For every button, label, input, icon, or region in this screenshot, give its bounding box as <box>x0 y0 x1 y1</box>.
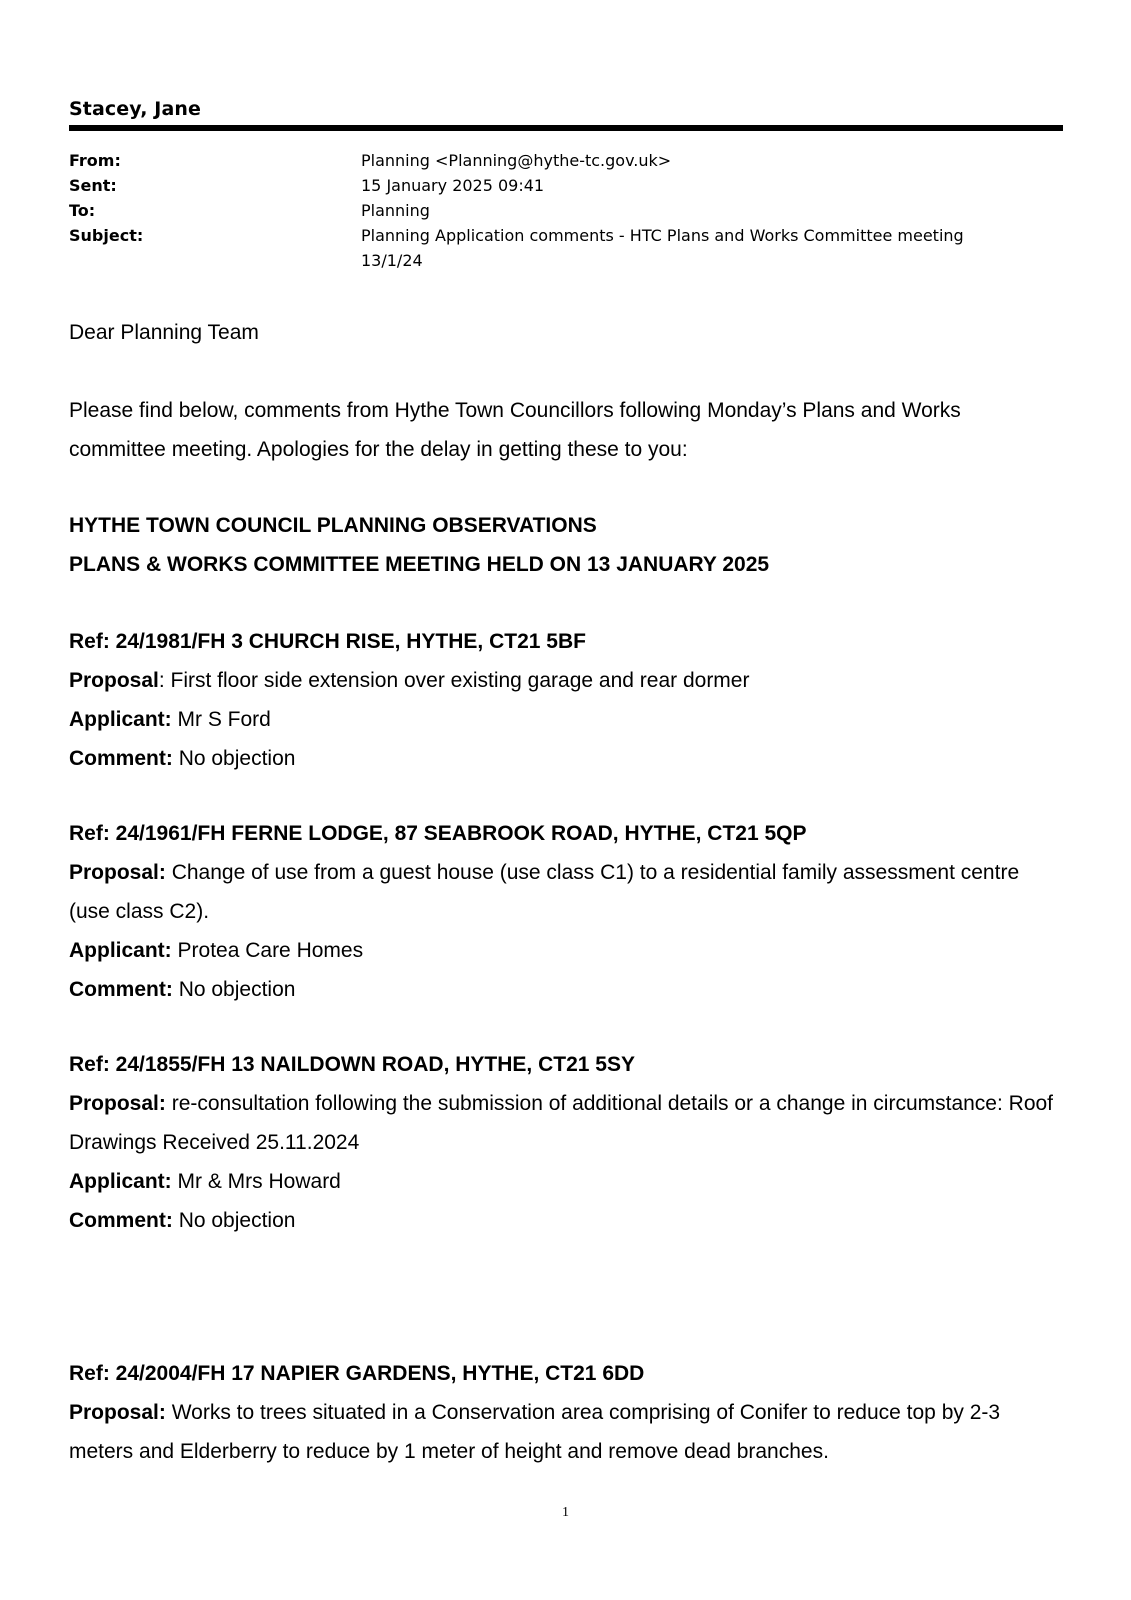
to-value: Planning <box>361 201 430 220</box>
proposal-text: Change of use from a guest house (use class C1) to a residential family assessment centre (use class C2). <box>69 861 1020 923</box>
proposal-line <box>69 1393 1063 1471</box>
comment-label: Comment: <box>69 978 173 1001</box>
heading-meeting: PLANS & WORKS COMMITTEE MEETING HELD ON 13 JANUARY 2025 <box>69 553 770 576</box>
application-entry <box>69 814 1063 1009</box>
sent-label: Sent: <box>69 176 117 195</box>
to-label: To: <box>69 201 96 220</box>
application-entry <box>69 1045 1063 1240</box>
proposal-label: Proposal <box>69 669 159 692</box>
comment-label: Comment: <box>69 1209 173 1232</box>
sent-value: 15 January 2025 09:41 <box>361 176 545 195</box>
applicant-label: Applicant: <box>69 1170 172 1193</box>
applicant-text: Mr & Mrs Howard <box>177 1170 341 1193</box>
proposal-label: Proposal: <box>69 1092 166 1115</box>
heading-observations: HYTHE TOWN COUNCIL PLANNING OBSERVATIONS <box>69 514 597 537</box>
from-label: From: <box>69 151 121 170</box>
subject-value: Planning Application comments - HTC Plans and Works Committee meeting 13/1/24 <box>361 226 964 270</box>
subject-label: Subject: <box>69 226 144 245</box>
comment-line <box>69 1201 1063 1240</box>
comment-text: No objection <box>178 1209 296 1232</box>
applicant-text: Protea Care Homes <box>177 939 364 962</box>
applicant-text: Mr S Ford <box>177 708 271 731</box>
page-number: 1 <box>562 1505 569 1520</box>
applicant-line <box>69 700 1063 739</box>
proposal-text: First floor side extension over existing garage and rear dormer <box>170 669 750 692</box>
proposal-line <box>69 853 1063 931</box>
application-ref: Ref: 24/2004/FH 17 NAPIER GARDENS, HYTHE, CT21 6DD <box>69 1362 645 1385</box>
intro-paragraph: Please find below, comments from Hythe Town Councillors following Monday’s Plans and Works committee meeting. Apologies for the delay in getting these to you: <box>69 399 961 461</box>
applicant-line <box>69 931 1063 970</box>
application-ref: Ref: 24/1961/FH FERNE LODGE, 87 SEABROOK ROAD, HYTHE, CT21 5QP <box>69 822 807 845</box>
application-ref: Ref: 24/1855/FH 13 NAILDOWN ROAD, HYTHE, CT21 5SY <box>69 1053 635 1076</box>
application-ref: Ref: 24/1981/FH 3 CHURCH RISE, HYTHE, CT21 5BF <box>69 630 586 653</box>
comment-line <box>69 970 1063 1009</box>
comment-line <box>69 739 1063 778</box>
proposal-line: Proposal: First floor side extension over existing garage and rear dormer <box>69 669 750 692</box>
proposal-label: Proposal: <box>69 861 166 884</box>
comment-text: No objection <box>178 978 296 1001</box>
header-divider <box>69 125 1063 131</box>
proposal-line <box>69 1084 1063 1162</box>
proposal-text: Works to trees situated in a Conservation area comprising of Conifer to reduce top by 2-3 meters and Elderberry to reduce by 1 meter of height and remove dead branches. <box>69 1401 1001 1463</box>
comment-label: Comment: <box>69 747 173 770</box>
comment-text: No objection <box>178 747 296 770</box>
greeting: Dear Planning Team <box>69 321 259 344</box>
proposal-text: re-consultation following the submission of additional details or a change in circumstance: Roof Drawings Received 25.11.2024 <box>69 1092 1054 1154</box>
applicant-line <box>69 1162 1063 1201</box>
applicant-label: Applicant: <box>69 708 172 731</box>
sender-name: Stacey, Jane <box>69 98 201 120</box>
applicant-label: Applicant: <box>69 939 172 962</box>
application-entry <box>69 622 1063 778</box>
application-entry <box>69 1354 1063 1471</box>
from-value: Planning <Planning@hythe-tc.gov.uk> <box>361 151 672 170</box>
proposal-label: Proposal: <box>69 1401 166 1424</box>
